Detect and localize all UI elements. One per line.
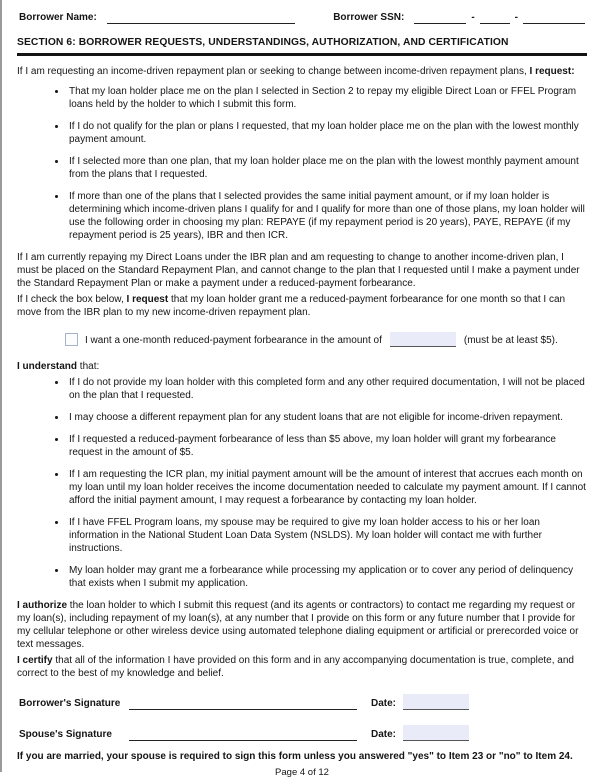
intro-bold: I request: xyxy=(529,66,575,77)
understand-bullet-3: • If I requested a reduced-payment forbearance of less than $5 above, my loan holder will grant my forbearance request in the amount of $5. xyxy=(67,433,587,459)
borrower-date-label: Date: xyxy=(371,698,397,709)
request-bullet-3: • If I selected more than one plan, that my loan holder place me on the plan with the lowest monthly payment amount from the plans that I requested. xyxy=(67,155,587,181)
forbearance-amount-input[interactable] xyxy=(390,332,456,347)
forbearance-checkbox-row xyxy=(65,332,587,347)
ibr-change-paragraph: If I am currently repaying my Direct Loans under the IBR plan and am requesting to change to another income-driven plan, I must be placed on the Standard Repayment Plan, and cannot change to the plan that I requested until I make a payment under the Standard Repayment Plan or make a payment under a reduced-payment forbearance. xyxy=(17,252,580,289)
authorize-bold: I authorize xyxy=(17,600,68,611)
ssn-dash: - xyxy=(514,12,518,23)
ssn-serial-input[interactable] xyxy=(523,11,585,24)
spouse-date-label: Date: xyxy=(371,729,397,740)
request-bullet-list xyxy=(17,85,587,242)
request-bullet-2: • If I do not qualify for the plan or plans I requested, that my loan holder place me on the plan with the lowest monthly payment amount. xyxy=(67,120,587,146)
checkbox-paragraph-bold: I request xyxy=(126,294,169,305)
borrower-name-label: Borrower Name: xyxy=(19,12,97,23)
understand-heading xyxy=(17,360,587,373)
spouse-signature-label: Spouse's Signature xyxy=(19,729,112,740)
forbearance-checkbox-label: I want a one-month reduced-payment forbearance in the amount of xyxy=(85,335,382,346)
certify-bold: I certify xyxy=(17,655,53,666)
borrower-ssn-group xyxy=(333,11,585,24)
understand-bullet-5: • If I have FFEL Program loans, my spouse may be required to give my loan holder access to his or her loan information in the National Student Loan Data System (NSLDS). My loan holder will contact me with further instructions. xyxy=(67,516,587,555)
ssn-group-input[interactable] xyxy=(480,11,510,24)
understand-bullet-6: • My loan holder may grant me a forbearance while processing my application or to cover any period of delinquency that exists when I submit my application. xyxy=(67,564,587,590)
forbearance-min-note: (must be at least $5). xyxy=(463,335,558,346)
understand-bullet-4: • If I am requesting the ICR plan, my initial payment amount will be the amount of interest that accrues each month on my loan until my loan holder receives the income documentation needed to calculate my payment amount. If I cannot afford the initial payment amount, I may request a forbearance by contacting my loan holder. xyxy=(67,468,587,507)
checkbox-paragraph-pre: If I check the box below, xyxy=(17,294,127,305)
ssn-dash: - xyxy=(471,12,475,23)
intro-text: If I am requesting an income-driven repayment plan or seeking to change between income-driven repayment plans, xyxy=(17,66,530,77)
spouse-required-note: If you are married, your spouse is required to sign this form unless you answered "yes" to Item 23 or "no" to Item 24. xyxy=(17,751,573,762)
spouse-date-input[interactable] xyxy=(403,725,469,741)
borrower-ssn-label: Borrower SSN: xyxy=(333,12,405,23)
borrower-header-row xyxy=(19,11,585,24)
request-bullet-4: • If more than one of the plans that I selected provides the same initial payment amount, or if my loan holder is determining which income-driven plans I qualify for and I qualify for more than one of those plans, my loan holder will use the following order in choosing my plan: REPAYE (if my repayment period is 20 years), PAYE, REPAYE (if my repayment period is 25 years), IBR and then ICR. xyxy=(67,190,587,242)
understand-post: that: xyxy=(77,361,100,372)
understand-bullet-list xyxy=(17,376,587,590)
spouse-signature-row xyxy=(19,725,587,741)
borrower-signature-label: Borrower's Signature xyxy=(19,698,121,709)
understand-bullet-1: • If I do not provide my loan holder with this completed form and any other required documentation, I will not be placed on the plan that I requested. xyxy=(67,376,587,402)
authorize-paragraph xyxy=(17,599,587,651)
borrower-signature-input[interactable] xyxy=(129,697,357,710)
spouse-signature-input[interactable] xyxy=(129,728,357,741)
checkbox-request-paragraph xyxy=(17,293,587,319)
ssn-area-input[interactable] xyxy=(414,11,466,24)
borrower-name-group xyxy=(19,11,295,24)
authorize-text: the loan holder to which I submit this request (and its agents or contractors) to contact me regarding my request or my loan(s), including repayment of my loan(s), at any number that I provide on this form or any future number that I provide for my cellular telephone or other wireless device using automated telephone dialing equipment or artificial or prerecorded voice or text messages. xyxy=(17,600,579,650)
forbearance-checkbox[interactable] xyxy=(65,333,78,346)
borrower-name-input[interactable] xyxy=(107,11,295,24)
certify-paragraph xyxy=(17,654,587,680)
checkbox-paragraph-post: that my loan holder grant me a reduced-payment forbearance for one month so that I can move from the IBR plan to my new income-driven repayment plan. xyxy=(17,294,566,318)
certify-text: that all of the information I have provided on this form and in any accompanying documentation is true, complete, and correct to the best of my knowledge and belief. xyxy=(17,655,574,679)
section-rule xyxy=(17,53,587,56)
borrower-signature-row xyxy=(19,694,587,710)
understand-bold: I understand xyxy=(17,361,78,372)
request-bullet-1: • That my loan holder place me on the plan I selected in Section 2 to repay my eligible Direct Loan or FFEL Program loans held by the holder to which I submit this form. xyxy=(67,85,587,111)
section-6-title: SECTION 6: BORROWER REQUESTS, UNDERSTANDINGS, AUTHORIZATION, AND CERTIFICATION xyxy=(17,37,509,48)
page-number: Page 4 of 12 xyxy=(275,767,329,778)
intro-paragraph xyxy=(17,65,587,78)
borrower-date-input[interactable] xyxy=(403,694,469,710)
understand-bullet-2: • I may choose a different repayment plan for any student loans that are not eligible for income-driven repayment. xyxy=(67,411,587,424)
